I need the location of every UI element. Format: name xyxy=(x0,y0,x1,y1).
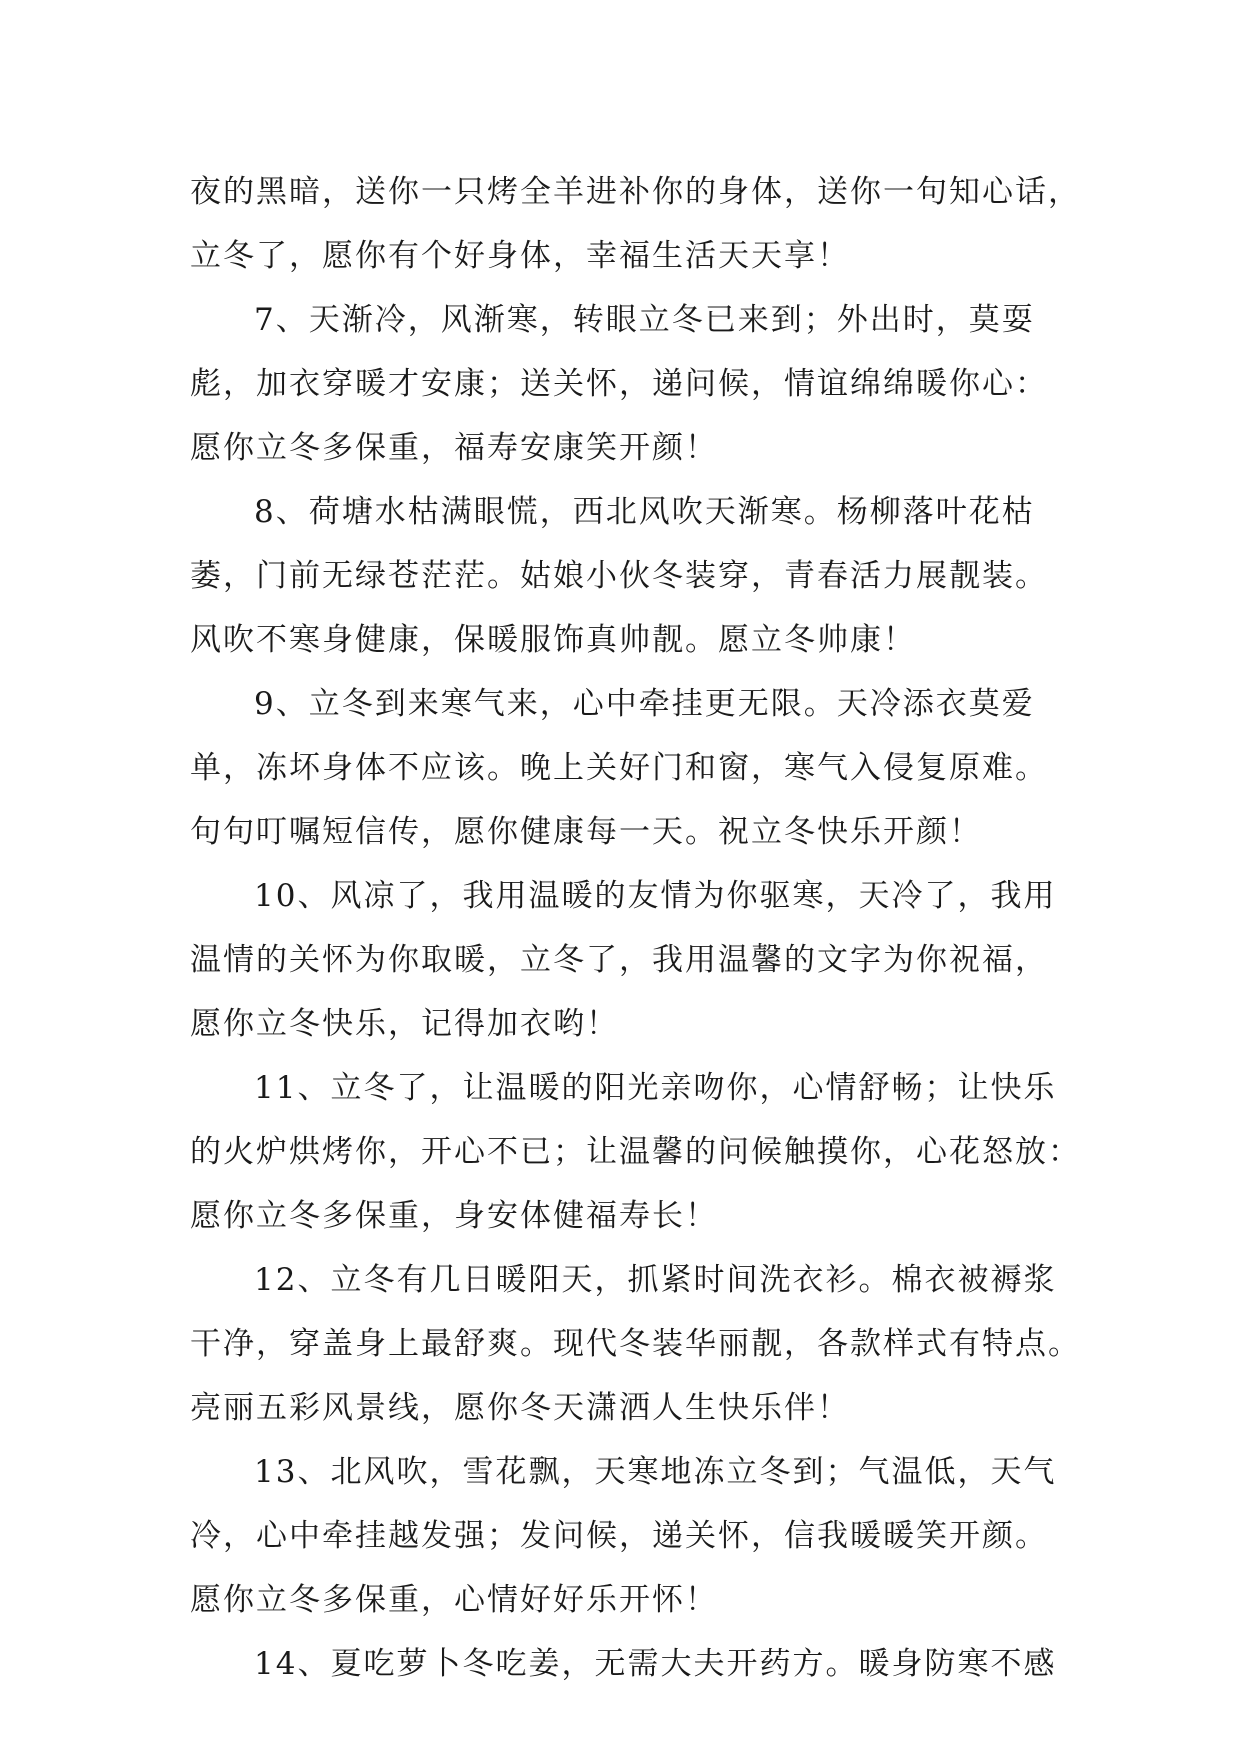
paragraph-first-line: 9、立冬到来寒气来，心中牵挂更无限。天冷添衣莫爱 xyxy=(254,686,1035,722)
paragraph-line: 干净，穿盖身上最舒爽。现代冬装华丽靓，各款样式有特点。 xyxy=(190,1326,1081,1362)
paragraph-line: 立冬了，愿你有个好身体，幸福生活天天享！ xyxy=(190,238,850,274)
paragraph-line: 温情的关怀为你取暖，立冬了，我用温馨的文字为你祝福， xyxy=(190,942,1048,978)
paragraph-first-line: 11、立冬了，让温暖的阳光亲吻你，心情舒畅；让快乐 xyxy=(254,1070,1057,1106)
paragraph-line: 夜的黑暗，送你一只烤全羊进补你的身体，送你一句知心话， xyxy=(190,174,1081,210)
paragraph-line: 愿你立冬多保重，福寿安康笑开颜！ xyxy=(190,430,718,466)
paragraph-line: 的火炉烘烤你，开心不已；让温馨的问候触摸你，心花怒放： xyxy=(190,1134,1081,1170)
paragraph-first-line: 8、荷塘水枯满眼慌，西北风吹天渐寒。杨柳落叶花枯 xyxy=(254,494,1035,530)
paragraph-line: 句句叮嘱短信传，愿你健康每一天。祝立冬快乐开颜！ xyxy=(190,814,982,850)
paragraph-line: 亮丽五彩风景线，愿你冬天潇洒人生快乐伴！ xyxy=(190,1390,850,1426)
paragraph-line: 单，冻坏身体不应该。晚上关好门和窗，寒气入侵复原难。 xyxy=(190,750,1048,786)
paragraph-line: 风吹不寒身健康，保暖服饰真帅靓。愿立冬帅康！ xyxy=(190,622,916,658)
paragraph-line: 愿你立冬多保重，心情好好乐开怀！ xyxy=(190,1582,718,1618)
paragraph-line: 冷，心中牵挂越发强；发问候，递关怀，信我暖暖笑开颜。 xyxy=(190,1518,1048,1554)
paragraph-first-line: 10、风凉了，我用温暖的友情为你驱寒，天冷了，我用 xyxy=(254,878,1057,914)
paragraph-first-line: 14、夏吃萝卜冬吃姜，无需大夫开药方。暖身防寒不感 xyxy=(254,1646,1057,1682)
paragraph-line: 彪，加衣穿暖才安康；送关怀，递问候，情谊绵绵暖你心： xyxy=(190,366,1048,402)
document-text-body xyxy=(190,160,1081,1696)
paragraph-line: 愿你立冬多保重，身安体健福寿长！ xyxy=(190,1198,718,1234)
paragraph-first-line: 13、北风吹，雪花飘，天寒地冻立冬到；气温低，天气 xyxy=(254,1454,1057,1490)
paragraph-first-line: 12、立冬有几日暖阳天，抓紧时间洗衣衫。棉衣被褥浆 xyxy=(254,1262,1057,1298)
paragraph-line: 愿你立冬快乐，记得加衣哟！ xyxy=(190,1006,619,1042)
paragraph-line: 萎，门前无绿苍茫茫。姑娘小伙冬装穿，青春活力展靓装。 xyxy=(190,558,1048,594)
paragraph-first-line: 7、天渐冷，风渐寒，转眼立冬已来到；外出时，莫耍 xyxy=(254,302,1035,338)
